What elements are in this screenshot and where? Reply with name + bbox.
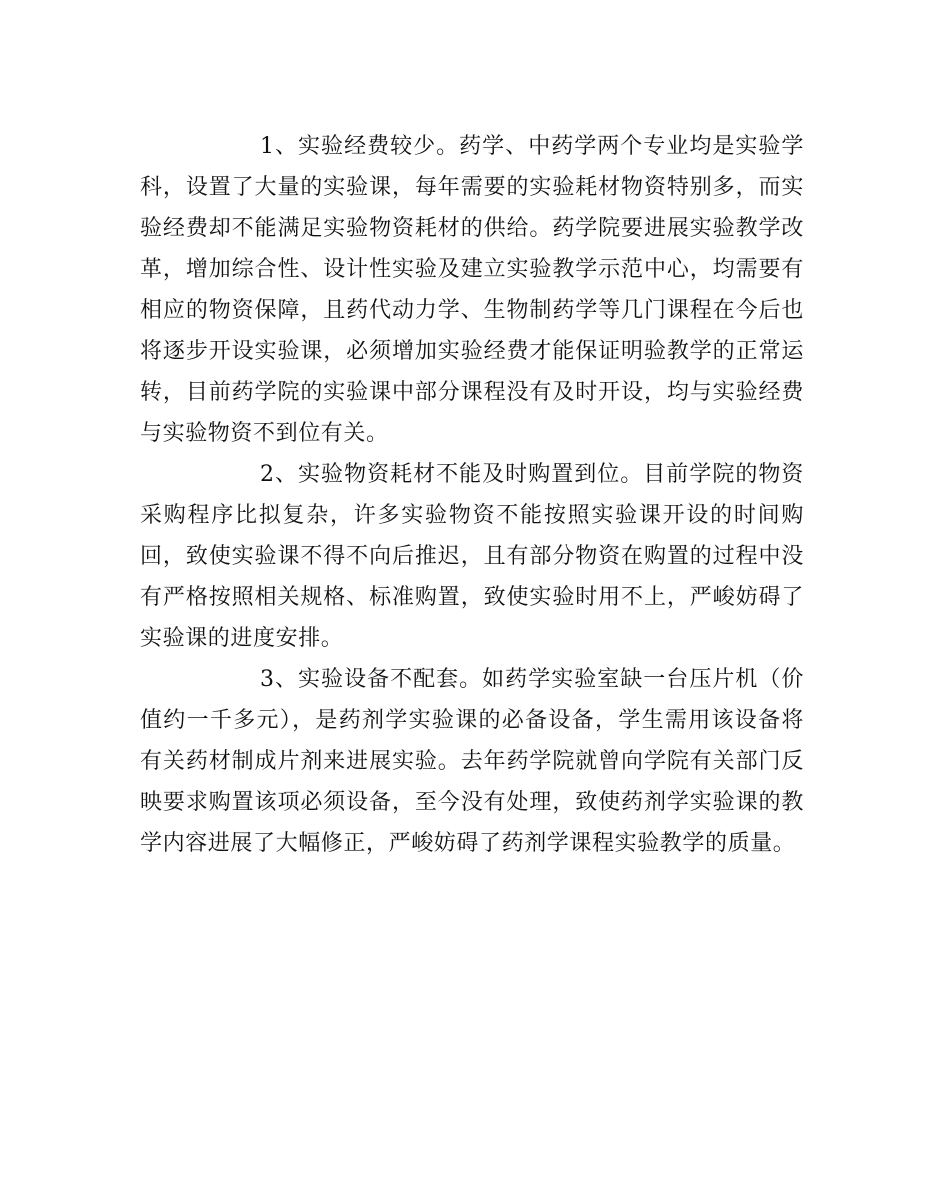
paragraph-1: 1、实验经费较少。药学、中药学两个专业均是实验学科，设置了大量的实验课，每年需要的实验耗材物资特别多，而实验经费却不能满足实验物资耗材的供给。药学院要进展实验教学改革，增加综合性、设计性实验及建立实验教学示范中心，均需要有相应的物资保障，且药代动力学、生物制药学等几门课程在今后也将逐步开设实验课，必须增加实验经费才能保证明验教学的正常运转，目前药学院的实验课中部分课程没有及时开设，均与实验经费与实验物资不到位有关。 [140,134,804,446]
document-body [140,126,804,864]
paragraph-3: 3、实验设备不配套。如药学实验室缺一台压片机（价值约一千多元），是药剂学实验课的必备设备，学生需用该设备将有关药材制成片剂来进展实验。去年药学院就曾向学院有关部门反映要求购置该项必须设备，至今没有处理，致使药剂学实验课的教学内容进展了大幅修正，严峻妨碍了药剂学课程实验教学的质量。 [140,667,804,856]
paragraph-2: 2、实验物资耗材不能及时购置到位。目前学院的物资采购程序比拟复杂，许多实验物资不能按照实验课开设的时间购回，致使实验课不得不向后推迟，且有部分物资在购置的过程中没有严格按照相关规格、标准购置，致使实验时用不上，严峻妨碍了实验课的进度安排。 [140,462,804,651]
